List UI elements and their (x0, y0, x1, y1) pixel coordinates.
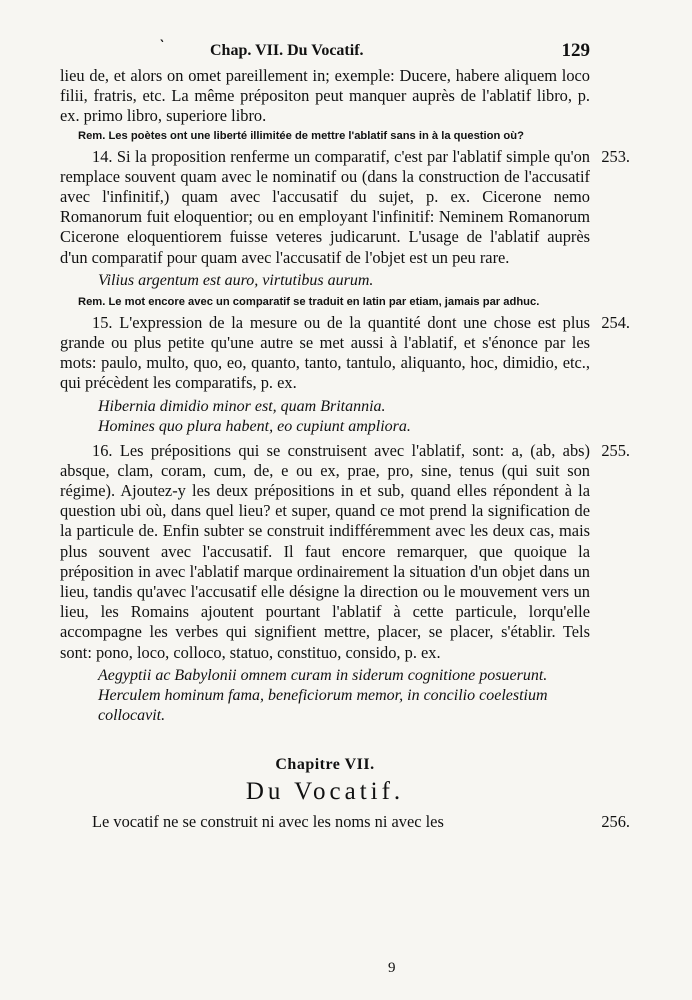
running-title: Chap. VII. Du Vocatif. (210, 42, 364, 59)
page-number: 129 (561, 40, 590, 61)
paragraph-14 (60, 146, 630, 268)
paragraph-16 (60, 440, 630, 663)
example-line: Herculem hominum fama, beneficiorum memor, in concilio coelestium collocavit. (98, 686, 548, 724)
body-text (60, 66, 630, 726)
paragraph-text: 14. Si la proposition renferme un comparatif, c'est par l'ablatif simple qu'on remplace souvent quam avec le nominatif ou (dans la construction de l'accusatif avec l'infinitif,) quam avec l'accusatif du sujet, p. ex. Cicerone nemo Romanorum fuit eloquentior; ou en employant l'infinitif: Neminem Romanorum Cicerone eloquentiorem fuisse veteres judicarunt. L'usage de l'ablatif auprès d'un comparatif pour quam avec l'accusatif de l'objet est un peu rare. (60, 146, 590, 267)
example (60, 666, 590, 726)
remark: Rem. Les poètes ont une liberté illimitée de mettre l'ablatif sans in à la question où? (78, 129, 524, 142)
example (60, 271, 590, 291)
paragraph-256 (60, 811, 630, 832)
margin-number: 256. (601, 811, 630, 831)
paragraph-text: lieu de, et alors on omet pareillement in; exemple: Ducere, habere aliquem loco filii, fratris, etc. La même prépositon peut manquer auprès de l'ablatif libro, p. ex. primo libro, superiore libro. (60, 66, 590, 126)
signature-mark: 9 (388, 960, 396, 976)
page (60, 38, 630, 832)
paragraph-text: Le vocatif ne se construit ni avec les noms ni avec les (92, 811, 444, 831)
example-line: Vilius argentum est auro, virtutibus aurum. (98, 271, 374, 289)
chapter-title: Du Vocatif. (245, 777, 405, 805)
margin-number: 255. (601, 440, 630, 460)
remark: Rem. Le mot encore avec un comparatif se traduit en latin par etiam, jamais par adhuc. (78, 295, 540, 308)
margin-number: 253. (601, 146, 630, 166)
running-header (60, 38, 590, 66)
header-mark: ‵ (160, 39, 164, 54)
example-line: Aegyptii ac Babylonii omnem curam in siderum cognitione posuerunt. (98, 666, 548, 684)
chapter-heading: Chapitre VII. (275, 755, 375, 773)
margin-number: 254. (601, 312, 630, 332)
example-line: Hibernia dimidio minor est, quam Britannia. (98, 397, 386, 415)
example-line: Homines quo plura habent, eo cupiunt ampliora. (98, 417, 411, 435)
example (60, 397, 590, 437)
paragraph (60, 66, 590, 127)
paragraph-15 (60, 312, 630, 394)
paragraph-text: 15. L'expression de la mesure ou de la quantité dont une chose est plus grande ou plus petite qu'une autre se met aussi à l'ablatif, et s'énonce par les mots: paulo, multo, quo, eo, quanto, tanto, tantulo, aliquanto, hoc, dimidio, etc., qui précèdent les comparatifs, p. ex. (60, 312, 590, 393)
paragraph-text: 16. Les prépositions qui se construisent avec l'ablatif, sont: a, (ab, abs) absque, clam, coram, cum, de, e ou ex, prae, pro, sine, tenus (qui suit son régime). Ajoutez-y les deux prépositions in et sub, quand elles répondent à la question ubi où, dans quel lieu? et super, quand ce mot prend la signification de la particule de. Enfin subter se construit indifféremment avec les deux cas, mais plus souvent avec l'accusatif. Il faut encore remarquer, que quoique la préposition in avec l'ablatif marque ordinairement la situation d'un objet dans un lieu, tandis qu'avec l'accusatif elle désigne la direction ou le mouvement vers un lieu, les Romains ajoutent pourtant l'ablatif à cette particule, lorqu'elle accompagne les verbes qui signifient mettre, placer, se placer, s'établir. Tels sont: pono, loco, colloco, statuo, constituo, consido, p. ex. (60, 440, 590, 662)
